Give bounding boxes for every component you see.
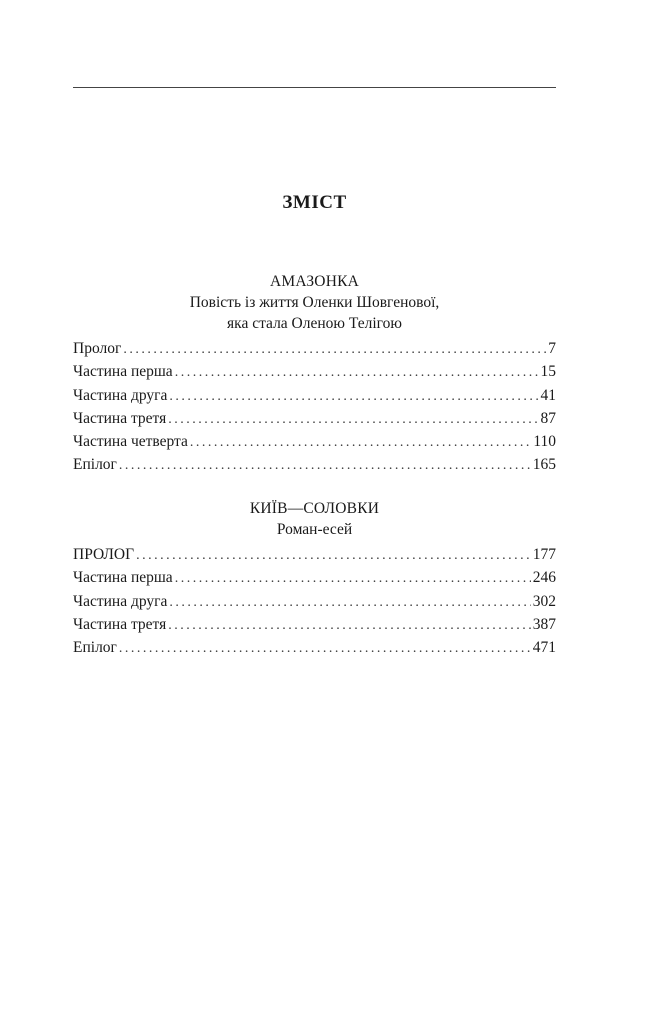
toc-entry-label: Частина перша bbox=[73, 363, 173, 381]
dot-leader bbox=[175, 361, 539, 384]
toc-entry-label: Епілог bbox=[73, 456, 117, 474]
toc-entry[interactable] bbox=[73, 566, 556, 589]
header-rule bbox=[73, 87, 556, 88]
toc-entry-page: 7 bbox=[548, 340, 556, 357]
toc-entry-page: 15 bbox=[540, 363, 556, 381]
toc-entry-page: 87 bbox=[540, 409, 556, 427]
dot-leader bbox=[169, 385, 538, 408]
toc-entry[interactable] bbox=[73, 384, 556, 407]
toc-entry-label: Частина третя bbox=[73, 615, 167, 633]
toc-entry[interactable] bbox=[73, 337, 556, 360]
toc-entry[interactable] bbox=[73, 360, 556, 383]
toc-entry-page: 246 bbox=[532, 569, 556, 587]
dot-leader bbox=[169, 591, 530, 614]
toc-entry[interactable] bbox=[73, 543, 556, 566]
toc-entry-page: 302 bbox=[532, 592, 556, 610]
toc-entry-page: 110 bbox=[533, 433, 556, 451]
dot-leader bbox=[119, 454, 531, 477]
toc-entry-label: Епілог bbox=[73, 639, 117, 657]
toc-entry-label: ПРОЛОГ bbox=[73, 546, 135, 563]
section-subtitle-line: Повість із життя Оленки Шовгенової, bbox=[189, 294, 440, 311]
section-subtitle-line: Роман-есей bbox=[276, 521, 353, 538]
toc-entry-label: Пролог bbox=[73, 340, 122, 357]
section-subtitle-line: яка стала Оленою Телігою bbox=[227, 315, 402, 332]
toc-entry[interactable] bbox=[73, 636, 556, 659]
toc-entry-label: Частина перша bbox=[73, 569, 173, 587]
dot-leader bbox=[123, 338, 546, 361]
dot-leader bbox=[175, 567, 531, 590]
toc-entry-label: Частина друга bbox=[73, 386, 168, 404]
toc-entry[interactable] bbox=[73, 590, 556, 613]
dot-leader bbox=[136, 544, 531, 567]
dot-leader bbox=[168, 614, 531, 637]
toc-entry-page: 471 bbox=[532, 639, 556, 657]
toc-entry-page: 387 bbox=[532, 615, 556, 633]
dot-leader bbox=[168, 408, 538, 431]
toc-entry-page: 165 bbox=[532, 456, 556, 474]
toc-entry[interactable] bbox=[73, 613, 556, 636]
toc-entry[interactable] bbox=[73, 453, 556, 476]
toc-section-amazonka bbox=[73, 271, 556, 477]
page-title: ЗМІСТ bbox=[282, 192, 347, 213]
section-title: КИЇВ—СОЛОВКИ bbox=[249, 500, 380, 517]
toc-entry-label: Частина четверта bbox=[73, 433, 188, 451]
toc-entry[interactable] bbox=[73, 407, 556, 430]
toc-entry[interactable] bbox=[73, 430, 556, 453]
toc-entry-label: Частина третя bbox=[73, 409, 167, 427]
toc-entry-page: 41 bbox=[540, 386, 556, 404]
dot-leader bbox=[190, 431, 531, 454]
toc-entry-label: Частина друга bbox=[73, 592, 168, 610]
dot-leader bbox=[119, 637, 531, 660]
section-title: АМАЗОНКА bbox=[269, 273, 360, 290]
toc-section-kyiv-solovky bbox=[73, 498, 556, 659]
toc-entry-page: 177 bbox=[532, 546, 556, 563]
